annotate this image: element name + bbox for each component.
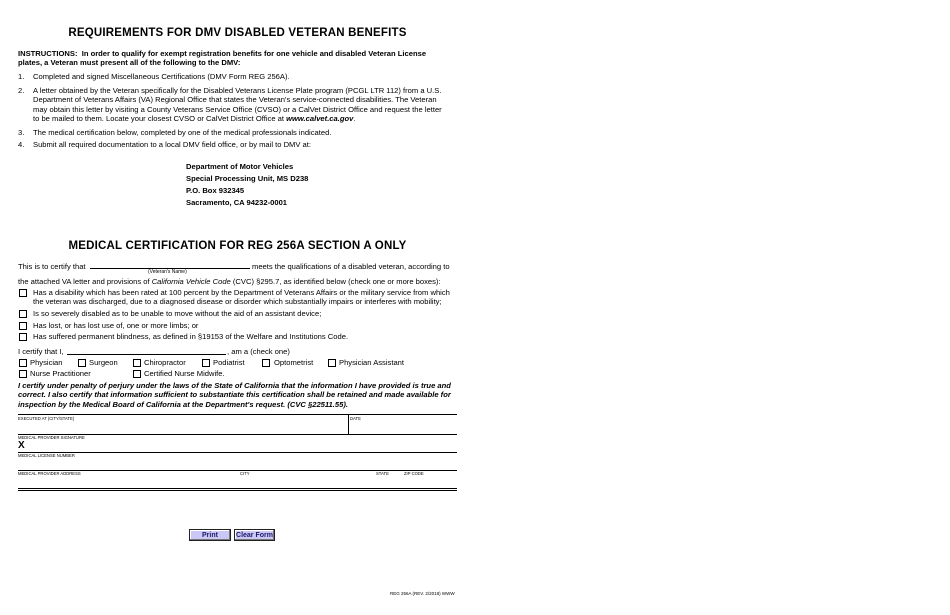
condition-text: Has lost, or has lost use of, one or more limbs; or	[33, 321, 199, 330]
medical-title: MEDICAL CERTIFICATION FOR REG 256A SECTION A ONLY	[68, 240, 407, 252]
perjury-statement	[18, 381, 458, 409]
signature-x-mark: X	[18, 440, 25, 451]
divider	[18, 488, 457, 489]
attached-prefix: the attached VA letter and provisions of	[18, 277, 150, 286]
instructions-label: INSTRUCTIONS:	[18, 49, 78, 58]
profession-checkbox[interactable]	[133, 359, 141, 367]
condition-checkbox[interactable]	[19, 310, 27, 318]
profession-checkbox[interactable]	[133, 370, 141, 378]
address-line: P.O. Box 932345	[186, 186, 245, 195]
profession-checkbox[interactable]	[202, 359, 210, 367]
profession-label: Chiropractor	[144, 358, 186, 367]
state-label: STATE	[376, 471, 389, 476]
step-3-text: The medical certification below, completed by one of the medical professionals indicated.	[33, 128, 332, 137]
certify-suffix: meets the qualifications of a disabled veteran, according to	[252, 262, 450, 271]
profession-label: Podiatrist	[213, 358, 245, 367]
step-3-number: 3.	[18, 128, 25, 137]
attached-suffix: (CVC) §295.7, as identified below (check one or more boxes):	[232, 277, 441, 286]
profession-label: Nurse Practitioner	[30, 369, 91, 378]
signature-label: MEDICAL PROVIDER SIGNATURE	[18, 435, 85, 440]
step-1-text: Completed and signed Miscellaneous Certifications (DMV Form REG 256A).	[33, 72, 290, 81]
attached-line	[18, 277, 441, 286]
date-field[interactable]	[349, 414, 457, 433]
profession-checkbox[interactable]	[19, 370, 27, 378]
address-label: MEDICAL PROVIDER ADDRESS	[18, 471, 81, 476]
step-2-number: 2.	[18, 86, 25, 95]
instructions	[18, 49, 458, 68]
step-4-text: Submit all required documentation to a local DMV field office, or by mail to DMV at:	[33, 140, 312, 149]
clear-form-button[interactable]: Clear Form	[234, 529, 275, 541]
divider	[18, 452, 457, 453]
step-2-end: .	[353, 114, 356, 124]
step-2-line: Department of Veterans Affairs (VA) Regional Office that states the Veteran's service-connected disabilities. The Veteran	[33, 95, 437, 105]
instructions-line2: plates, a Veteran must present all of the following to the DMV:	[18, 58, 241, 68]
step-2-text	[33, 86, 459, 124]
profession-label: Physician	[30, 358, 63, 367]
date-label: DATE	[350, 416, 361, 421]
license-label: MEDICAL LICENSE NUMBER	[18, 453, 75, 458]
step-4-number: 4.	[18, 140, 25, 149]
license-field[interactable]	[18, 458, 457, 469]
form-id: REG 256A (REV. 2/2018) WWW	[390, 591, 455, 596]
profession-checkbox[interactable]	[262, 359, 270, 367]
profession-label: Certified Nurse Midwife.	[144, 369, 225, 378]
profession-label: Optometrist	[274, 358, 314, 367]
condition-checkbox[interactable]	[19, 322, 27, 330]
divider	[18, 490, 457, 491]
condition-text	[33, 288, 459, 307]
condition-line: Has a disability which has been rated at 100 percent by the Department of Veterans Affairs or the military service from which	[33, 288, 450, 297]
profession-label: Surgeon	[89, 358, 118, 367]
address-line: Department of Motor Vehicles	[186, 162, 294, 171]
step-2-line: A letter obtained by the Veteran specifically for the Disabled Veterans License Plate program (PCGL LTR 112) from a U.S.	[33, 86, 442, 95]
step-2-line: to be mailed to them. Locate your closest CVSO or CalVet District Office at	[33, 114, 284, 124]
attached-code: California Vehicle Code	[151, 277, 231, 286]
condition-checkbox[interactable]	[19, 289, 27, 297]
condition-line: the veteran was discharged, due to a diagnosed disease or disorder which substantially impairs or interferes with mobility;	[33, 297, 442, 307]
address-line: Special Processing Unit, MS D238	[186, 174, 309, 183]
condition-checkbox[interactable]	[19, 333, 27, 341]
i-certify-suffix: , am a (check one)	[227, 347, 290, 356]
profession-checkbox[interactable]	[78, 359, 86, 367]
perjury-line: inspection by the Medical Board of California at the Department's request. (CVC §22511.55).	[18, 399, 348, 409]
executed-at-field[interactable]	[18, 414, 348, 433]
certify-prefix: This is to certify that	[18, 262, 86, 271]
address-line: Sacramento, CA 94232-0001	[186, 198, 288, 207]
perjury-line: I certify under penalty of perjury under the laws of the State of California that the information I have provided is true and	[18, 381, 451, 390]
signature-field[interactable]	[30, 440, 457, 451]
profession-label: Physician Assistant	[339, 358, 404, 367]
address-field[interactable]	[18, 476, 457, 487]
profession-checkbox[interactable]	[19, 359, 27, 367]
divider	[18, 470, 457, 471]
city-label: CITY	[240, 471, 250, 476]
profession-checkbox[interactable]	[328, 359, 336, 367]
dmv-address	[186, 161, 308, 209]
step-1-number: 1.	[18, 72, 25, 81]
condition-text: Is so severely disabled as to be unable to move without the aid of an assistant device;	[33, 309, 322, 318]
perjury-line: correct. I also certify that information sufficient to substantiate this certification shall be retained and made available for	[18, 390, 451, 400]
executed-at-label: EXECUTED AT (CITY/STATE)	[18, 416, 75, 421]
instructions-line1: In order to qualify for exempt registration benefits for one vehicle and disabled Veteran License	[81, 49, 427, 58]
i-certify-prefix: I certify that I,	[18, 347, 64, 356]
provider-name-field[interactable]	[67, 354, 226, 355]
step-2-line: may obtain this letter by visiting a County Veterans Service Office (CVSO) or a CalVet District Office and request the letter	[33, 104, 442, 114]
print-button[interactable]: Print	[189, 529, 231, 541]
calvet-link[interactable]: www.calvet.ca.gov	[286, 114, 354, 124]
veteran-name-label: (Veteran's Name)	[148, 269, 187, 275]
page-title: REQUIREMENTS FOR DMV DISABLED VETERAN BENEFITS	[68, 27, 407, 39]
condition-text: Has suffered permanent blindness, as defined in §19153 of the Welfare and Institutions Code.	[33, 332, 349, 341]
zip-label: ZIP CODE	[404, 471, 424, 476]
